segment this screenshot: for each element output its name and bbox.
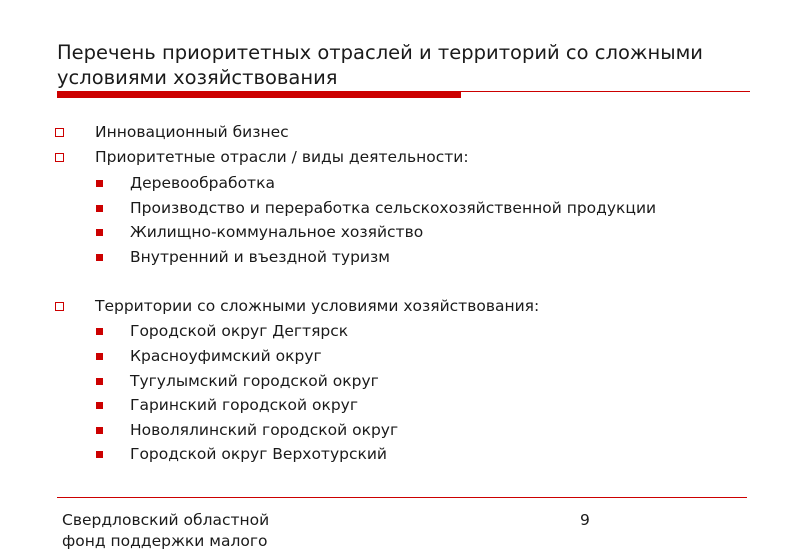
filled-square-bullet-icon xyxy=(96,451,103,458)
footer-divider xyxy=(57,497,747,498)
filled-square-bullet-icon xyxy=(96,229,103,236)
list-item: Инновационный бизнес xyxy=(95,123,289,141)
slide-title-line-1: Перечень приоритетных отраслей и территорий со сложными xyxy=(57,41,703,64)
sub-list-item: Деревообработка xyxy=(130,174,275,192)
filled-square-bullet-icon xyxy=(96,353,103,360)
sub-list-item: Жилищно-коммунальное хозяйство xyxy=(130,223,424,241)
sub-list-item: Производство и переработка сельскохозяйственной продукции xyxy=(130,199,657,217)
filled-square-bullet-icon xyxy=(96,254,103,261)
filled-square-bullet-icon xyxy=(96,205,103,212)
page-number: 9 xyxy=(580,511,590,529)
list-item: Территории со сложными условиями хозяйствования: xyxy=(95,297,540,315)
filled-square-bullet-icon xyxy=(96,328,103,335)
footer-organization xyxy=(62,510,269,552)
footer-organization-line-2: фонд поддержки малого xyxy=(62,532,268,550)
footer-organization-line-1: Свердловский областной xyxy=(62,511,270,529)
filled-square-bullet-icon xyxy=(96,378,103,385)
hollow-square-bullet-icon xyxy=(55,302,64,311)
hollow-square-bullet-icon xyxy=(55,153,64,162)
sub-list-item: Тугулымский городской округ xyxy=(130,372,379,390)
filled-square-bullet-icon xyxy=(96,427,103,434)
sub-list-item: Городской округ Дегтярск xyxy=(130,322,349,340)
hollow-square-bullet-icon xyxy=(55,128,64,137)
sub-list-item: Новолялинский городской округ xyxy=(130,421,399,439)
filled-square-bullet-icon xyxy=(96,402,103,409)
filled-square-bullet-icon xyxy=(96,180,103,187)
sub-list-item: Городской округ Верхотурский xyxy=(130,445,388,463)
list-item: Приоритетные отрасли / виды деятельности: xyxy=(95,148,469,166)
slide-title-line-2: условиями хозяйствования xyxy=(57,66,338,89)
sub-list-item: Красноуфимский округ xyxy=(130,347,322,365)
sub-list-item: Внутренний и въездной туризм xyxy=(130,248,390,266)
sub-list-item: Гаринский городской округ xyxy=(130,396,358,414)
